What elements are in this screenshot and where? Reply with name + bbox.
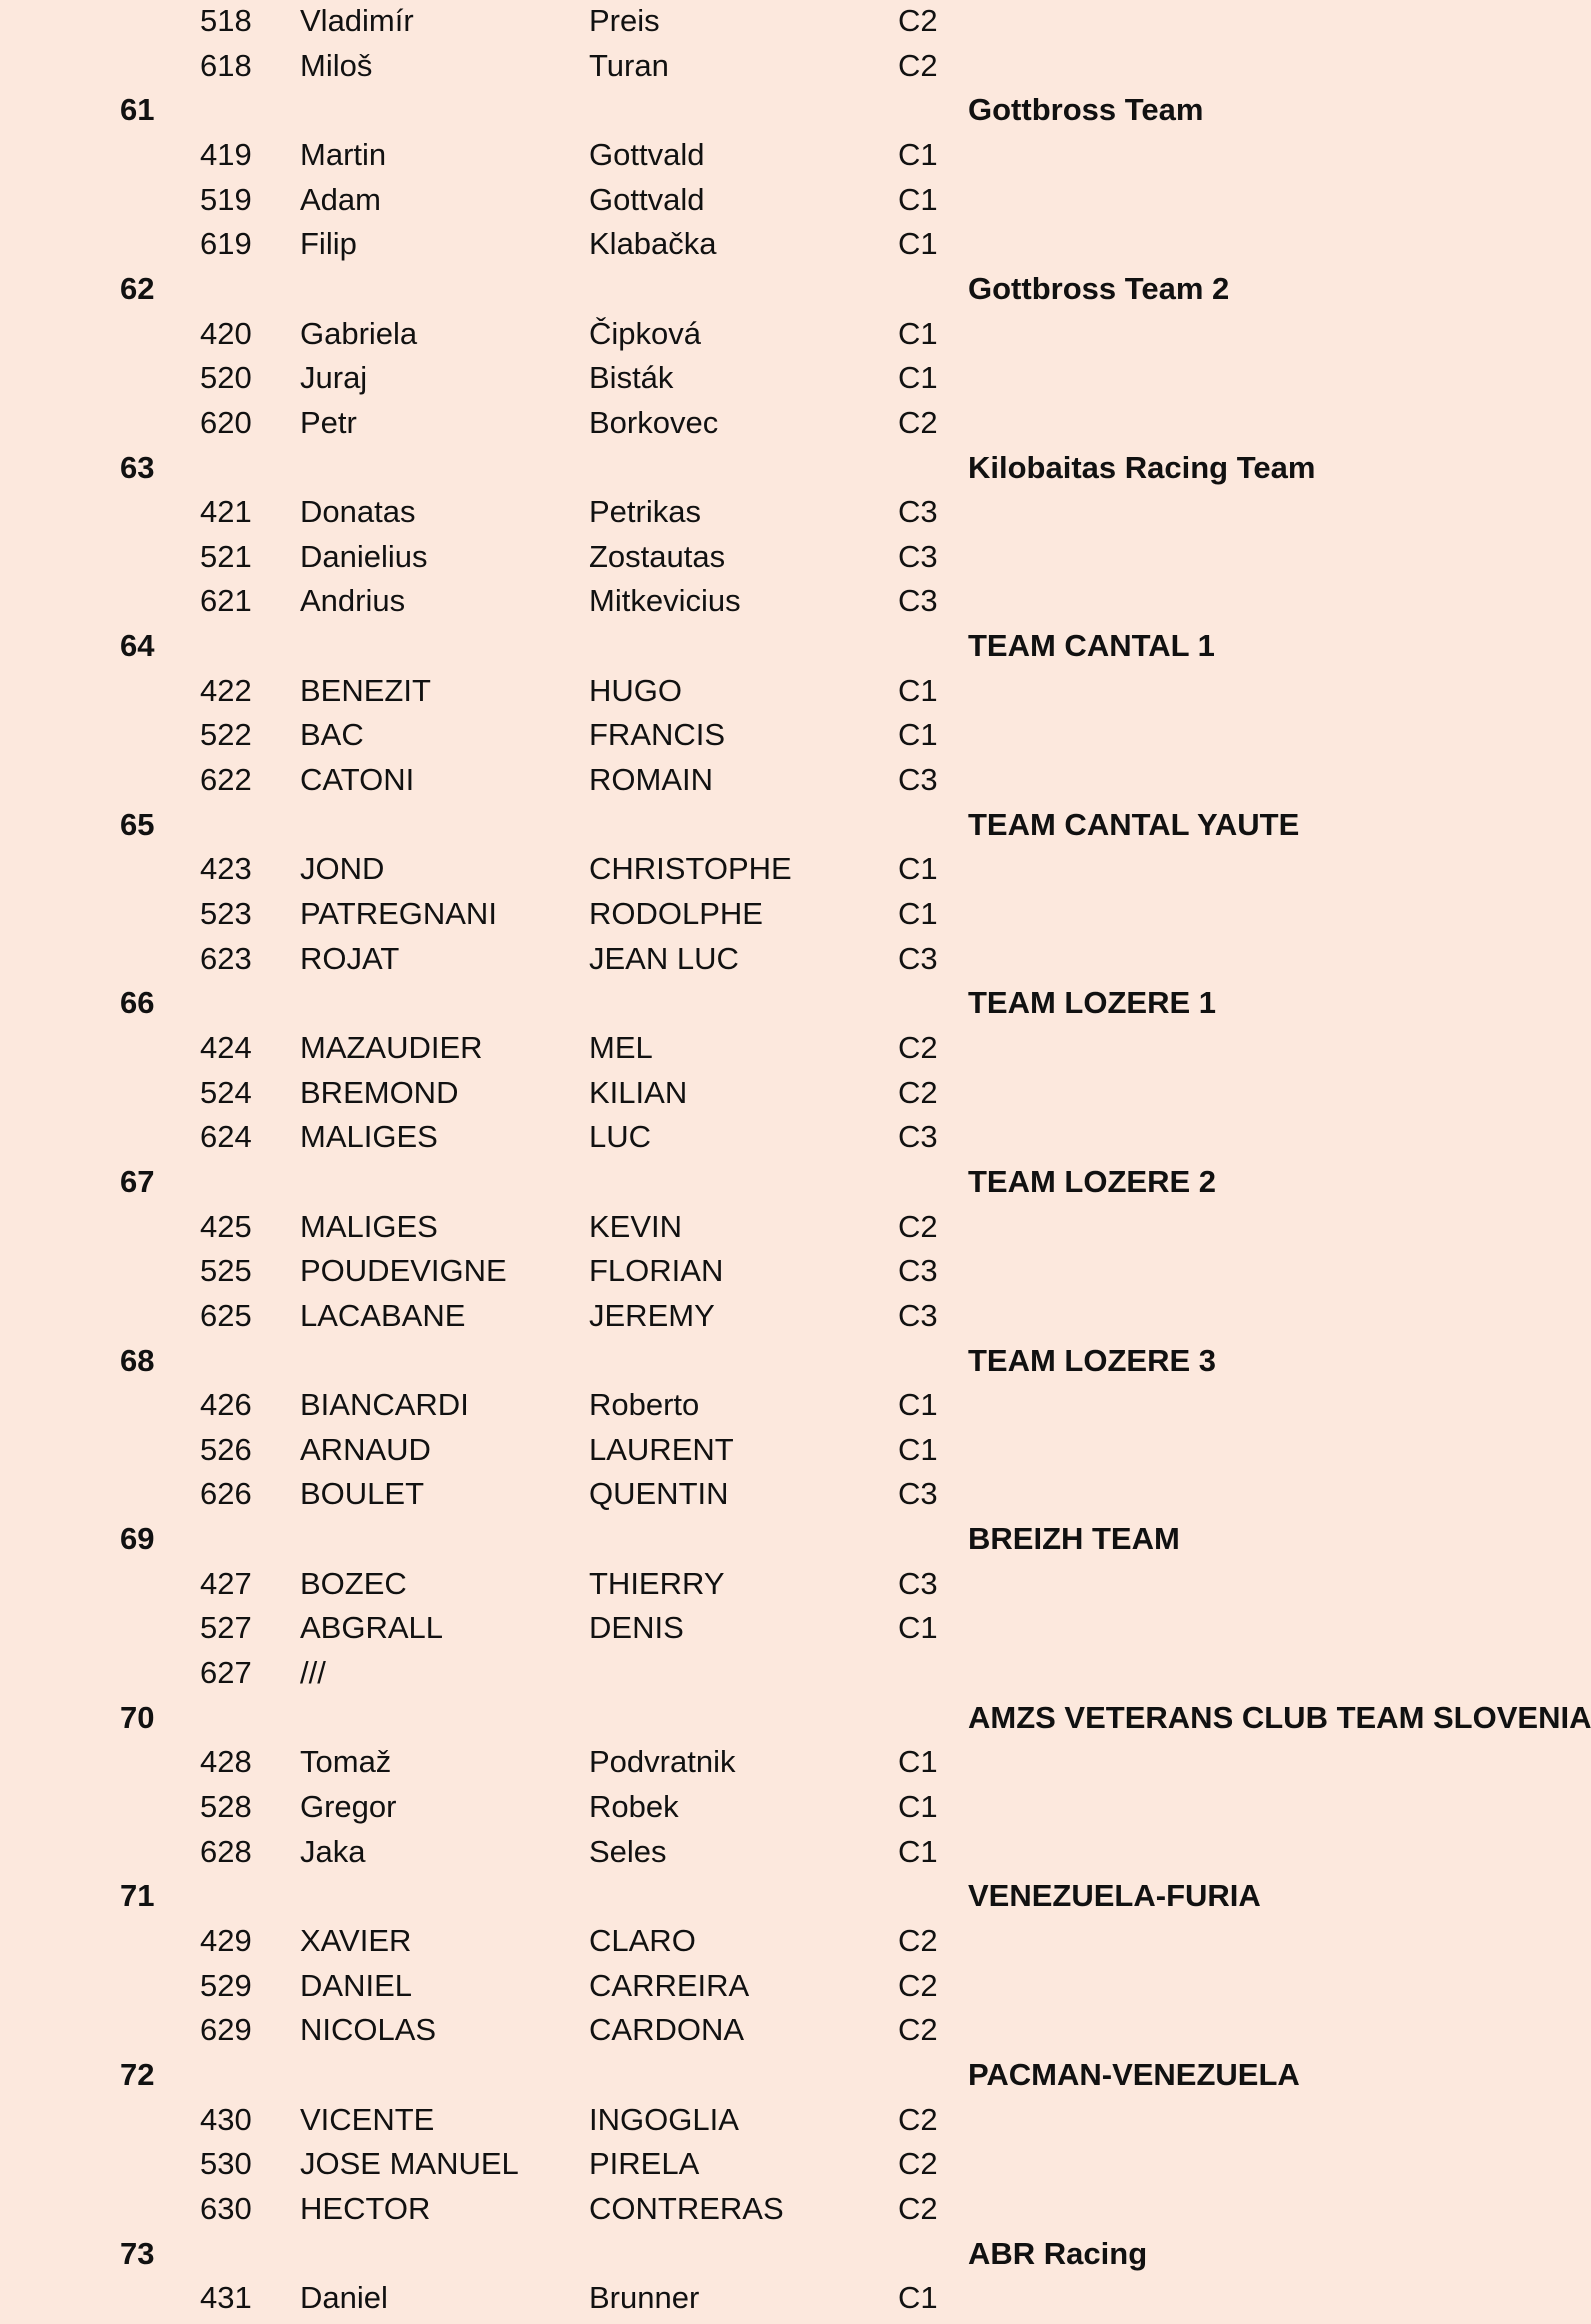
rider-first-name: BENEZIT	[300, 672, 431, 708]
start-number: 628	[200, 1833, 252, 1869]
start-number: 425	[200, 1208, 252, 1244]
rider-first-name: ARNAUD	[300, 1431, 431, 1467]
rider-class: C1	[898, 315, 938, 351]
team-name: Kilobaitas Racing Team	[968, 449, 1316, 485]
start-number: 623	[200, 940, 252, 976]
start-number: 622	[200, 762, 252, 798]
rider-first-name: JOND	[300, 851, 385, 887]
rider-last-name: Gottvald	[589, 181, 705, 217]
rider-class: C2	[898, 3, 938, 38]
rider-class: C1	[898, 896, 938, 931]
team-header-row	[0, 624, 1500, 668]
team-number: 71	[120, 1878, 155, 1914]
team-name: VENEZUELA-FURIA	[968, 1878, 1261, 1914]
rider-last-name: MEL	[589, 1029, 653, 1065]
team-name: TEAM LOZERE 3	[968, 1342, 1217, 1378]
rider-class: C1	[898, 1610, 938, 1646]
team-header-row	[0, 803, 1500, 847]
rider-last-name: Roberto	[589, 1387, 700, 1423]
rider-first-name: VICENTE	[300, 2101, 435, 2137]
rider-class: C3	[898, 1119, 938, 1155]
rider-row	[0, 1964, 1500, 2008]
rider-first-name: Gregor	[300, 1789, 397, 1824]
team-name: Gottbross Team 2	[968, 270, 1230, 306]
rider-row	[0, 2142, 1500, 2186]
start-number: 526	[200, 1431, 252, 1467]
start-number: 528	[200, 1789, 252, 1824]
start-number: 624	[200, 1119, 252, 1155]
rider-row	[0, 758, 1500, 802]
rider-row	[0, 1785, 1500, 1829]
rider-class: C1	[898, 2280, 938, 2316]
rider-last-name: ROMAIN	[589, 762, 713, 798]
rider-class: C1	[898, 136, 938, 172]
team-name: PACMAN-VENEZUELA	[968, 2056, 1300, 2092]
rider-last-name: CHRISTOPHE	[589, 851, 792, 887]
rider-class: C1	[898, 1833, 938, 1869]
rider-row	[0, 222, 1500, 266]
rider-last-name: CARDONA	[589, 2012, 745, 2048]
start-number: 630	[200, 2190, 252, 2226]
team-header-row	[0, 2053, 1500, 2097]
team-header-row	[0, 1517, 1500, 1561]
team-name: ABR Racing	[968, 2235, 1148, 2271]
start-number: 420	[200, 315, 252, 351]
rider-first-name: JOSE MANUEL	[300, 2146, 519, 2182]
rider-class: C1	[898, 1431, 938, 1467]
rider-class: C3	[898, 940, 938, 976]
rider-class: C1	[898, 1789, 938, 1824]
rider-class: C2	[898, 1922, 938, 1958]
start-number: 524	[200, 1074, 252, 1110]
team-name: BREIZH TEAM	[968, 1521, 1180, 1557]
rider-last-name: Mitkevicius	[589, 583, 741, 619]
rider-row	[0, 579, 1500, 623]
team-header-row	[0, 267, 1500, 311]
rider-class: C2	[898, 2146, 938, 2182]
rider-first-name: HECTOR	[300, 2190, 431, 2226]
start-number: 519	[200, 181, 252, 217]
team-number: 61	[120, 92, 155, 128]
rider-last-name: HUGO	[589, 672, 682, 708]
rider-class: C3	[898, 762, 938, 798]
rider-first-name: Filip	[300, 226, 357, 262]
rider-row	[0, 1026, 1500, 1070]
team-header-row	[0, 2232, 1500, 2276]
rider-first-name: Petr	[300, 404, 357, 440]
rider-last-name: FLORIAN	[589, 1253, 724, 1289]
rider-class: C1	[898, 851, 938, 887]
rider-first-name: Andrius	[300, 583, 406, 619]
rider-row	[0, 2187, 1500, 2231]
start-number: 428	[200, 1744, 252, 1780]
start-number: 626	[200, 1476, 252, 1512]
rider-class: C3	[898, 1297, 938, 1333]
rider-first-name: BOULET	[300, 1476, 425, 1512]
rider-row	[0, 178, 1500, 222]
team-header-row	[0, 1874, 1500, 1918]
rider-row	[0, 2098, 1500, 2142]
start-number: 620	[200, 404, 252, 440]
start-number: 426	[200, 1387, 252, 1423]
rider-last-name: Podvratnik	[589, 1744, 736, 1780]
start-number: 430	[200, 2101, 252, 2137]
rider-last-name: INGOGLIA	[589, 2101, 739, 2137]
rider-row	[0, 1830, 1500, 1874]
rider-first-name: DANIEL	[300, 1967, 412, 2003]
rider-first-name: Donatas	[300, 494, 416, 530]
rider-first-name: Adam	[300, 181, 381, 217]
rider-class: C3	[898, 538, 938, 574]
rider-last-name: Bisták	[589, 360, 674, 396]
rider-last-name: Borkovec	[589, 404, 719, 440]
rider-row	[0, 892, 1500, 936]
team-header-row	[0, 88, 1500, 132]
rider-row	[0, 1115, 1500, 1159]
rider-row	[0, 1740, 1500, 1784]
team-name: TEAM LOZERE 1	[968, 985, 1217, 1021]
rider-class: C3	[898, 583, 938, 619]
rider-row	[0, 937, 1500, 981]
rider-row	[0, 535, 1500, 579]
rider-class: C1	[898, 360, 938, 396]
team-name: TEAM LOZERE 2	[968, 1163, 1217, 1199]
start-number: 530	[200, 2146, 252, 2182]
rider-first-name: ///	[300, 1655, 326, 1691]
team-header-row	[0, 1696, 1591, 1740]
rider-row	[0, 133, 1500, 177]
rider-class: C2	[898, 2101, 938, 2137]
rider-first-name: BIANCARDI	[300, 1387, 469, 1423]
rider-row	[0, 713, 1500, 757]
start-number: 619	[200, 226, 252, 262]
team-number: 68	[120, 1342, 155, 1378]
rider-last-name: THIERRY	[589, 1565, 725, 1601]
start-number: 521	[200, 538, 252, 574]
start-number: 419	[200, 136, 252, 172]
rider-class: C2	[898, 1967, 938, 2003]
rider-row	[0, 2276, 1500, 2320]
rider-last-name: Zostautas	[589, 538, 726, 574]
rider-row	[0, 1472, 1500, 1516]
rider-row	[0, 1071, 1500, 1115]
rider-class: C3	[898, 1253, 938, 1289]
rider-class: C2	[898, 1029, 938, 1065]
rider-first-name: Daniel	[300, 2280, 388, 2316]
rider-class: C1	[898, 1744, 938, 1780]
rider-last-name: Turan	[589, 47, 669, 83]
rider-first-name: ABGRALL	[300, 1610, 444, 1646]
rider-row	[0, 669, 1500, 713]
rider-last-name: KILIAN	[589, 1074, 688, 1110]
rider-row	[0, 1606, 1500, 1650]
rider-last-name: Gottvald	[589, 136, 705, 172]
rider-row	[0, 0, 1500, 43]
team-header-row	[0, 446, 1500, 490]
start-number: 421	[200, 494, 252, 530]
rider-row	[0, 1651, 1500, 1695]
rider-last-name: Petrikas	[589, 494, 701, 530]
rider-row	[0, 1205, 1500, 1249]
rider-class: C3	[898, 1476, 938, 1512]
rider-first-name: Danielius	[300, 538, 428, 574]
rider-class: C2	[898, 2012, 938, 2048]
rider-first-name: MAZAUDIER	[300, 1029, 483, 1065]
rider-first-name: MALIGES	[300, 1208, 438, 1244]
rider-row	[0, 1383, 1500, 1427]
rider-first-name: BOZEC	[300, 1565, 407, 1601]
rider-last-name: CARREIRA	[589, 1967, 750, 2003]
team-name: TEAM CANTAL 1	[968, 628, 1215, 664]
rider-last-name: Brunner	[589, 2280, 700, 2316]
team-number: 69	[120, 1521, 155, 1557]
rider-last-name: DENIS	[589, 1610, 684, 1646]
rider-class: C3	[898, 494, 938, 530]
start-number: 422	[200, 672, 252, 708]
rider-row	[0, 1919, 1500, 1963]
team-number: 72	[120, 2056, 155, 2092]
rider-first-name: MALIGES	[300, 1119, 438, 1155]
rider-first-name: Jaka	[300, 1833, 366, 1869]
rider-row	[0, 2008, 1500, 2052]
rider-last-name: LUC	[589, 1119, 652, 1155]
rider-first-name: NICOLAS	[300, 2012, 437, 2048]
team-number: 73	[120, 2235, 155, 2271]
rider-last-name: KEVIN	[589, 1208, 683, 1244]
rider-first-name: LACABANE	[300, 1297, 466, 1333]
team-name: TEAM CANTAL YAUTE	[968, 806, 1300, 842]
rider-last-name: RODOLPHE	[589, 896, 763, 931]
rider-class: C3	[898, 1565, 938, 1601]
team-header-row	[0, 981, 1500, 1025]
start-number: 525	[200, 1253, 252, 1289]
rider-class: C2	[898, 2190, 938, 2226]
rider-last-name: Klabačka	[589, 226, 717, 262]
rider-first-name: POUDEVIGNE	[300, 1253, 507, 1289]
rider-first-name: XAVIER	[300, 1922, 412, 1958]
rider-class: C2	[898, 1074, 938, 1110]
rider-row	[0, 1562, 1500, 1606]
rider-row	[0, 401, 1500, 445]
start-number: 627	[200, 1655, 252, 1691]
start-number: 527	[200, 1610, 252, 1646]
rider-last-name: CLARO	[589, 1922, 696, 1958]
start-number: 429	[200, 1922, 252, 1958]
rider-last-name: Čipková	[589, 315, 701, 351]
start-number: 518	[200, 3, 252, 38]
rider-row	[0, 1294, 1500, 1338]
rider-last-name: LAURENT	[589, 1431, 734, 1467]
rider-last-name: FRANCIS	[589, 717, 726, 753]
rider-class: C2	[898, 404, 938, 440]
rider-first-name: Miloš	[300, 47, 373, 83]
start-number: 621	[200, 583, 252, 619]
rider-last-name: QUENTIN	[589, 1476, 729, 1512]
rider-class: C1	[898, 1387, 938, 1423]
team-number: 70	[120, 1699, 155, 1735]
start-number: 431	[200, 2280, 252, 2316]
rider-last-name: Preis	[589, 3, 660, 38]
team-number: 63	[120, 449, 155, 485]
rider-first-name: Tomaž	[300, 1744, 392, 1780]
team-name: Gottbross Team	[968, 92, 1204, 128]
rider-first-name: BREMOND	[300, 1074, 459, 1110]
rider-first-name: PATREGNANI	[300, 896, 497, 931]
rider-class: C1	[898, 181, 938, 217]
rider-first-name: CATONI	[300, 762, 415, 798]
rider-first-name: Gabriela	[300, 315, 418, 351]
rider-last-name: Seles	[589, 1833, 667, 1869]
rider-first-name: ROJAT	[300, 940, 400, 976]
team-number: 67	[120, 1163, 155, 1199]
rider-first-name: Martin	[300, 136, 387, 172]
start-number: 523	[200, 896, 252, 931]
rider-class: C1	[898, 226, 938, 262]
team-header-row	[0, 1160, 1500, 1204]
rider-row	[0, 44, 1500, 88]
start-number: 618	[200, 47, 252, 83]
team-number: 65	[120, 806, 155, 842]
rider-row	[0, 490, 1500, 534]
rider-last-name: CONTRERAS	[589, 2190, 784, 2226]
rider-first-name: Juraj	[300, 360, 368, 396]
start-number: 529	[200, 1967, 252, 2003]
rider-last-name: JEAN LUC	[589, 940, 739, 976]
rider-class: C1	[898, 717, 938, 753]
rider-row	[0, 356, 1500, 400]
rider-row	[0, 312, 1500, 356]
start-number: 423	[200, 851, 252, 887]
team-number: 66	[120, 985, 155, 1021]
rider-row	[0, 847, 1500, 891]
start-number: 625	[200, 1297, 252, 1333]
start-number: 424	[200, 1029, 252, 1065]
start-number: 520	[200, 360, 252, 396]
start-number: 522	[200, 717, 252, 753]
rider-class: C2	[898, 1208, 938, 1244]
start-number: 629	[200, 2012, 252, 2048]
team-number: 62	[120, 270, 155, 306]
start-number: 427	[200, 1565, 252, 1601]
rider-last-name: PIRELA	[589, 2146, 700, 2182]
rider-first-name: BAC	[300, 717, 364, 753]
team-name: AMZS VETERANS CLUB TEAM SLOVENIA	[968, 1699, 1591, 1735]
team-header-row	[0, 1339, 1500, 1383]
rider-row	[0, 1428, 1500, 1472]
rider-first-name: Vladimír	[300, 3, 414, 38]
rider-class: C2	[898, 47, 938, 83]
rider-last-name: Robek	[589, 1789, 679, 1824]
rider-class: C1	[898, 672, 938, 708]
team-number: 64	[120, 628, 155, 664]
rider-row	[0, 1249, 1500, 1293]
rider-last-name: JEREMY	[589, 1297, 715, 1333]
